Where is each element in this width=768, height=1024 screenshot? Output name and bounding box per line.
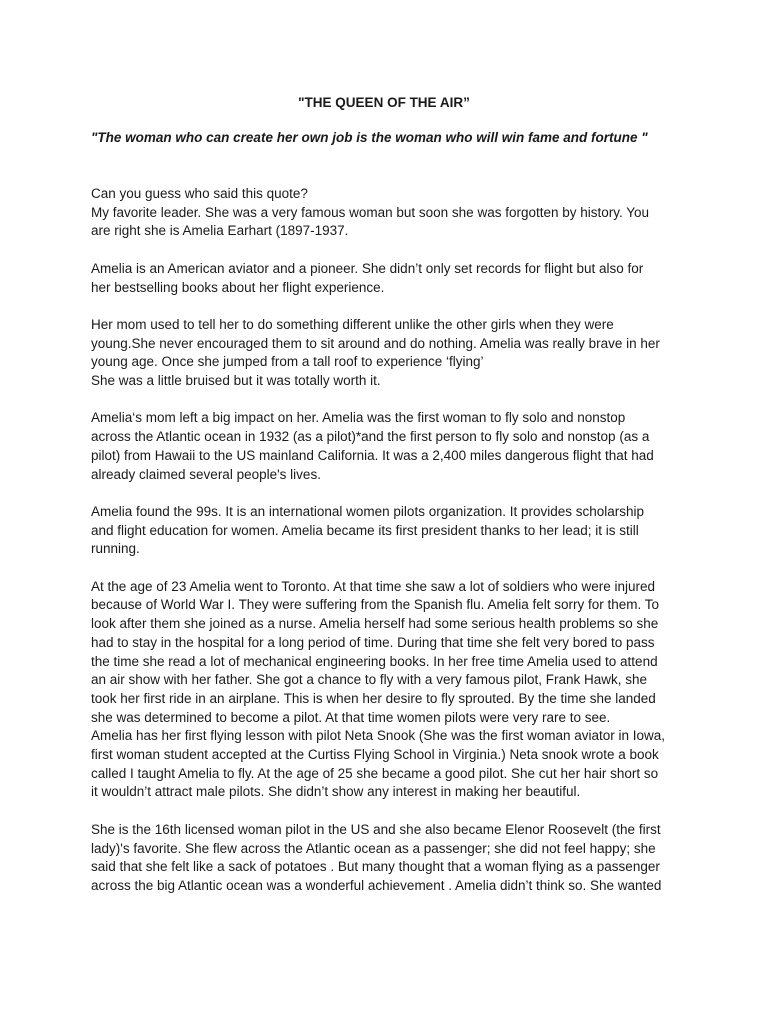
text-line: she was determined to become a pilot. At that time women pilots were very rare to see. — [91, 709, 611, 725]
text-line: are right she is Amelia Earhart (1897-1937. — [91, 223, 349, 239]
text-line: Can you guess who said this quote? — [91, 186, 308, 201]
text-line: said that she felt like a sack of potatoes . But many thought that a woman flying as a passenger — [91, 859, 660, 875]
text-line: Amelia is an American aviator and a pioneer. She didn’t only set records for flight but also for — [91, 260, 644, 276]
paragraph — [91, 578, 691, 802]
paragraph — [91, 409, 691, 484]
text-line: called I taught Amelia to fly. At the age of 25 she became a good pilot. She cut her hair short so — [91, 765, 659, 781]
text-line: had to stay in the hospital for a long period of time. During that time she felt very bored to pass — [91, 634, 655, 650]
paragraph — [91, 185, 691, 241]
document-body — [91, 185, 691, 914]
text-line: the time she read a lot of mechanical engineering books. In her free time Amelia used to attend — [91, 653, 658, 669]
text-line: it wouldn’t attract male pilots. She didn’t show any interest in making her beautiful. — [91, 784, 581, 800]
text-line: look after them she joined as a nurse. Amelia herself had some serious health problems so she — [91, 616, 659, 632]
text-line: Amelia found the 99s. It is an international women pilots organization. It provides scholarship — [91, 503, 645, 519]
text-line: took her first ride in an airplane. This is when her desire to fly sprouted. By the time she landed — [91, 690, 656, 706]
text-line: My favorite leader. She was a very famous woman but soon she was forgotten by history. You — [91, 204, 650, 220]
paragraph — [91, 316, 691, 391]
text-line: already claimed several people's lives. — [91, 466, 321, 482]
paragraph — [91, 260, 691, 297]
text-line: and flight education for women. Amelia became its first president thanks to her lead; it is still — [91, 522, 639, 538]
text-line: first woman student accepted at the Curtiss Flying School in Virginia.) Neta snook wrote a book — [91, 747, 659, 763]
document-title: "THE QUEEN OF THE AIR” — [298, 95, 470, 110]
text-line: her bestselling books about her flight experience. — [91, 279, 385, 295]
text-line: pilot) from Hawaii to the US mainland California. It was a 2,400 miles dangerous flight that had — [91, 447, 654, 463]
text-line: Amelia‘s mom left a big impact on her. Amelia was the first woman to fly solo and nonstop — [91, 410, 626, 426]
text-line: because of World War I. They were suffering from the Spanish flu. Amelia felt sorry for them. To — [91, 597, 660, 613]
paragraph — [91, 503, 691, 559]
text-line: At the age of 23 Amelia went to Toronto. At that time she saw a lot of soldiers who were injured — [91, 578, 656, 594]
text-line: Her mom used to tell her to do something different unlike the other girls when they were — [91, 316, 614, 332]
text-line: She was a little bruised but it was totally worth it. — [91, 373, 381, 388]
text-line: young.She never encouraged them to sit around and do nothing. Amelia was really brave in her — [91, 335, 660, 351]
text-line: She is the 16th licensed woman pilot in the US and she also became Elenor Roosevelt (the first — [91, 821, 661, 837]
text-line: lady)'s favorite. She flew across the Atlantic ocean as a passenger; she did not feel happy; she — [91, 840, 656, 856]
featured-quote: "The woman who can create her own job is the woman who will win fame and fortune " — [91, 130, 648, 145]
text-line: Amelia has her first flying lesson with pilot Neta Snook (She was the first woman aviator in Iowa, — [91, 728, 666, 744]
text-line: running. — [91, 541, 140, 557]
text-line: across the big Atlantic ocean was a wonderful achievement . Amelia didn’t think so. She wanted — [91, 877, 662, 893]
text-line: an air show with her father. She got a chance to fly with a very famous pilot, Frank Hawk, she — [91, 672, 648, 688]
paragraph — [91, 821, 691, 896]
text-line: across the Atlantic ocean in 1932 (as a pilot)*and the first person to fly solo and nonstop (as a — [91, 429, 650, 445]
text-line: young age. Once she jumped from a tall roof to experience ‘flying’ — [91, 354, 484, 370]
